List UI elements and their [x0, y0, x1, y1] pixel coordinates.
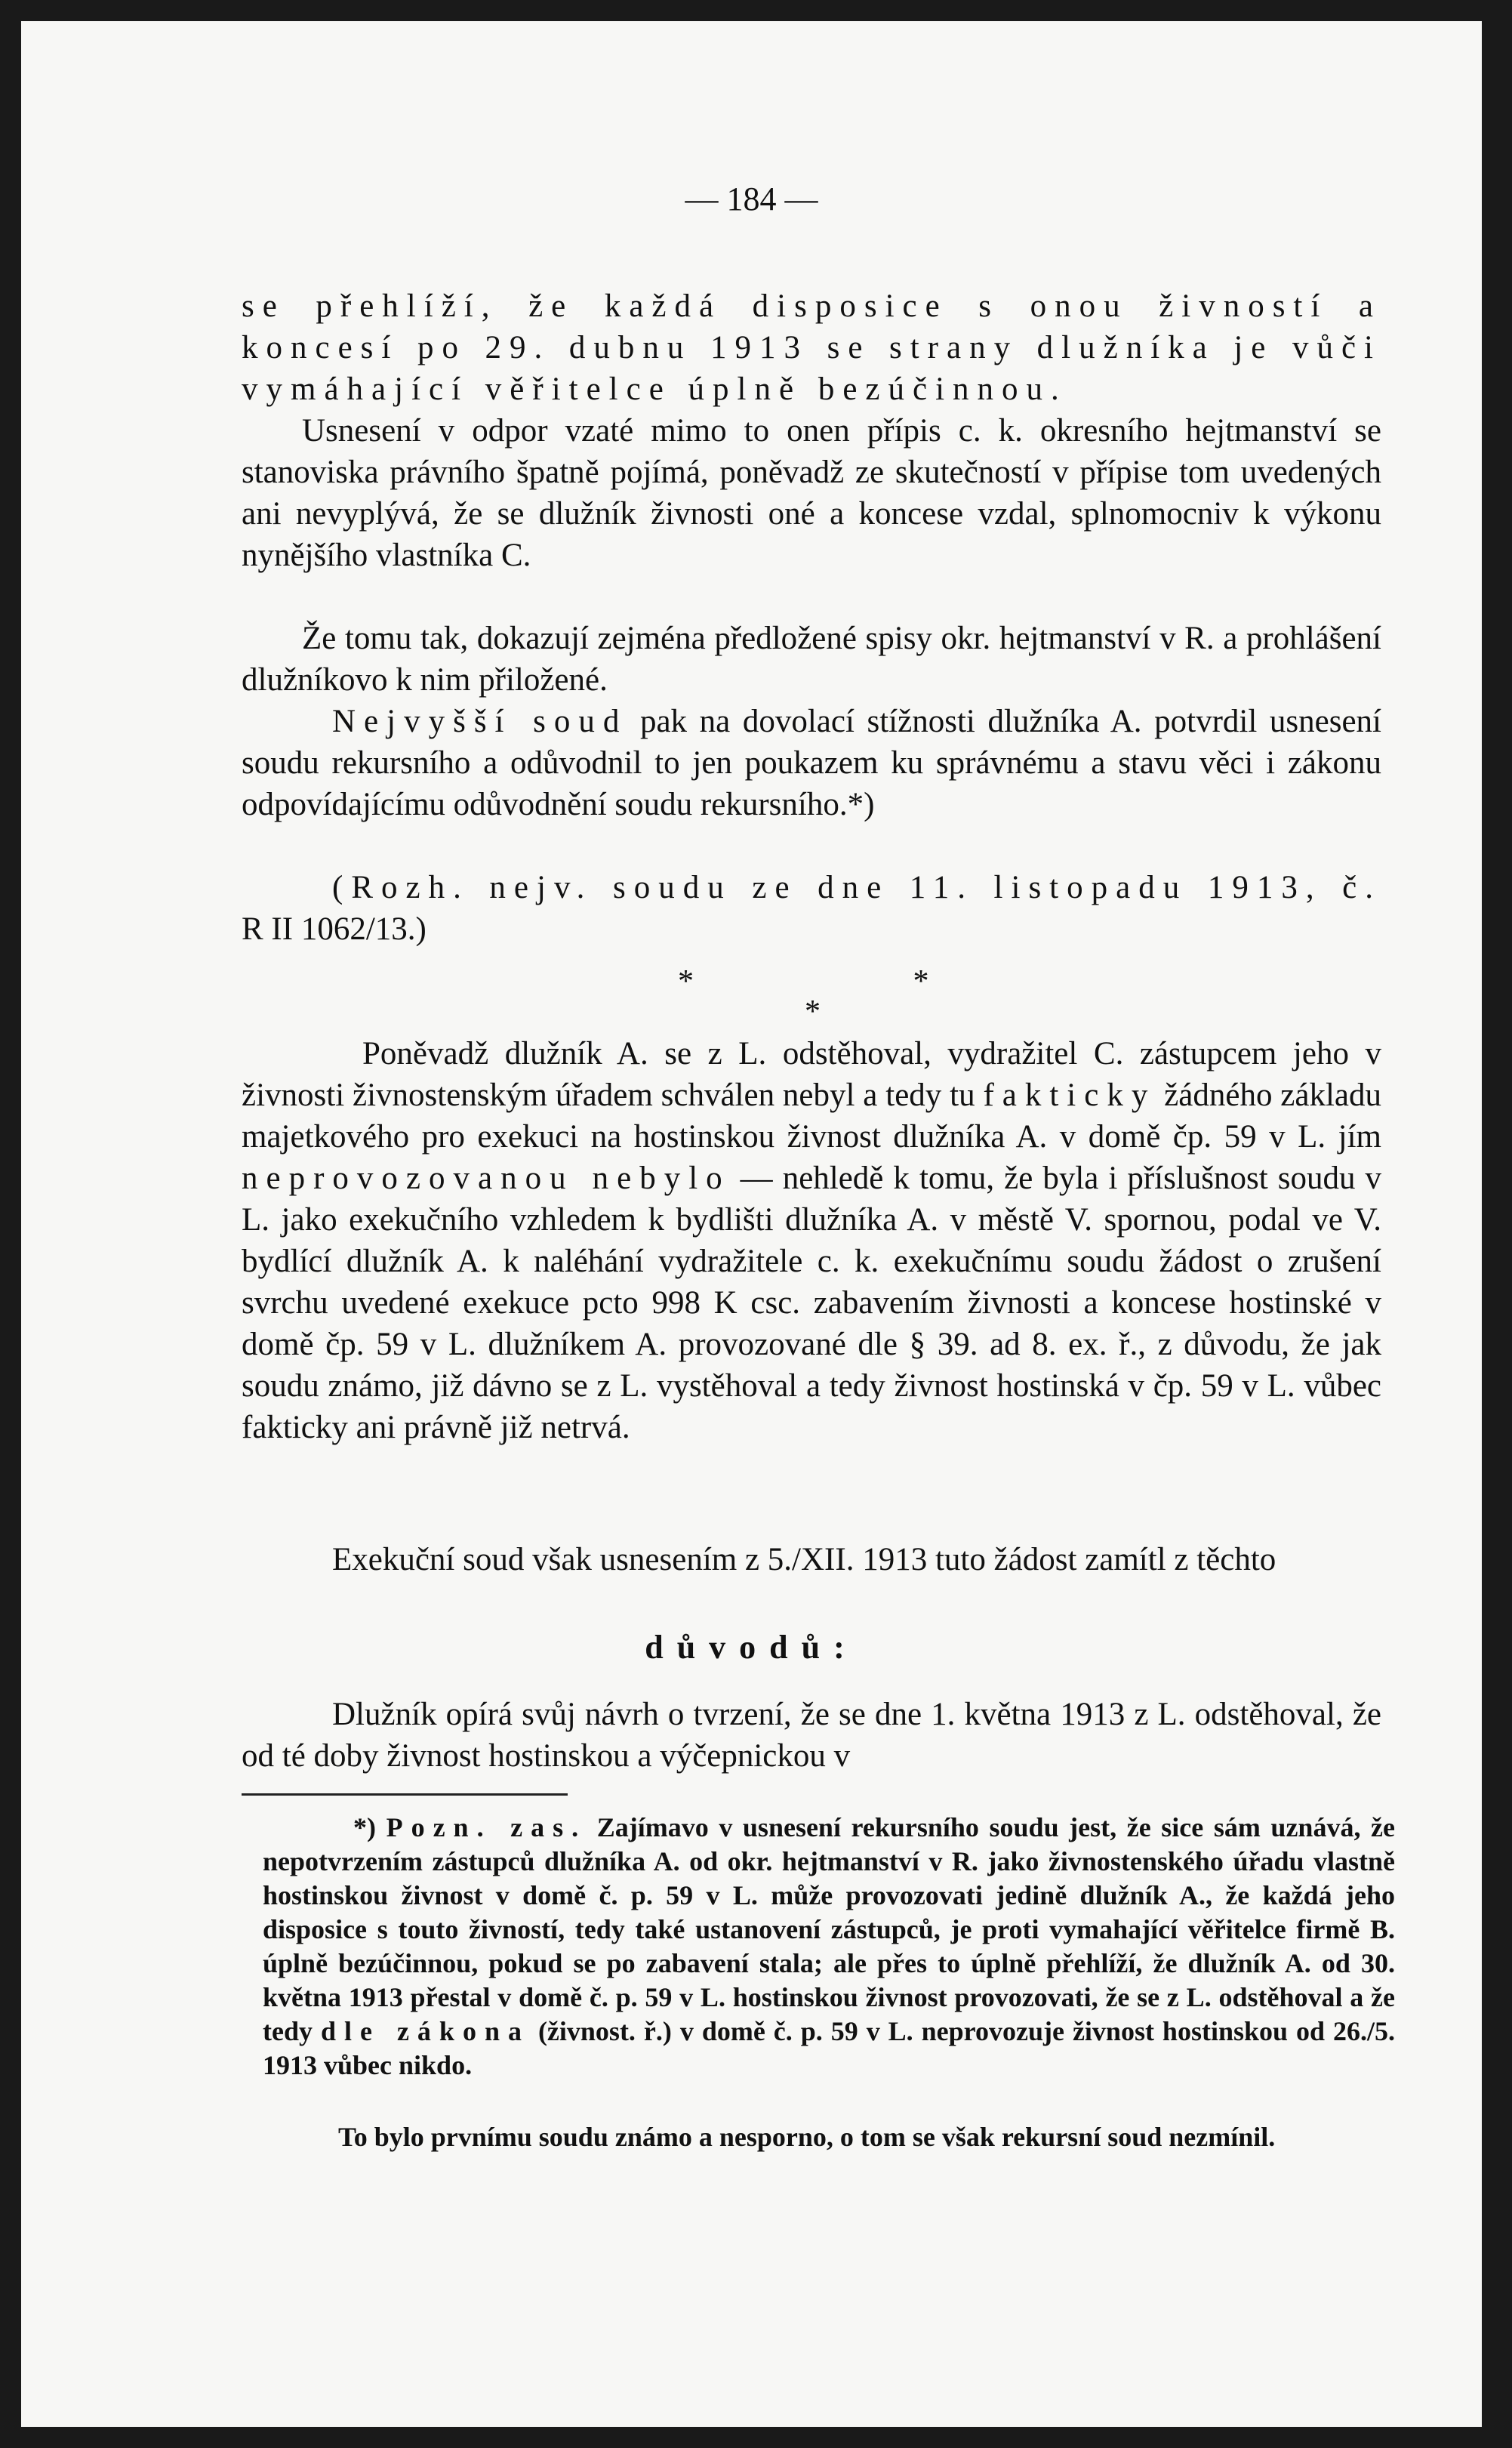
section-heading: důvodů: [645, 1629, 858, 1666]
document-page [21, 21, 1482, 2427]
footnote-2: To bylo prvnímu soudu známo a nesporno, o tom se však rekursní soud nezmínil. [338, 2122, 1276, 2152]
footnote-text-2: (živnost. ř.) v domě č. p. 59 v L. neprovozuje živnost hostinskou od 26./5. 1913 vůbec nikdo. [263, 2016, 1395, 2080]
separator-stars: * * [678, 964, 1035, 999]
citation [242, 867, 1381, 950]
footnote-spaced: dle zákona [320, 2016, 530, 2046]
paragraph-5-c: — nehledě k tomu, že byla i příslušnost soudu v L. jako exekučního vzhledem k bydlišti dlužníka A. v městě V. spornou, podal ve V. bydlící dlužník A. k naléhání vydražitele c. k. exekučnímu soudu žádost o zrušení svrchu uvedené exekuce pcto 998 K csc. zabavením živnosti a koncese hostinské v domě čp. 59 v L. dlužníkem A. provozované dle § 39. ad 8. ex. ř., z důvodu, že jak soudu známo, již dávno se z L. vystěhoval a tedy živnost hostinská v čp. 59 v L. vůbec fakticky ani právně již netrvá. [242, 1161, 1382, 1445]
paragraph-2: Usnesení v odpor vzaté mimo to onen přípis c. k. okresního hejtmanství se stanoviska právního špatně pojímá, poněvadž ze skutečností v přípise tom uvedených ani nevyplývá, že se dlužník živnosti oné a koncese vzdal, splnomocniv k výkonu nynějšího vlastníka C. [242, 413, 1381, 573]
footnote-text: Zajímavo v usnesení rekursního soudu jest, že sice sám uznává, že nepotvrzením zástupců dlužníka A. od okr. hejtmanství v R. jako živnostenského úřadu vlastně hostinskou živnost v domě č. p. 59 v L. může provozovati jedině dlužník A., že každá jeho disposice s touto živností, tedy také ustanovení zástupců, je proti vymahající věřitelce firmě B. úplně bezúčinnou, pokud se po zabavení stala; ale přes to úplně přehlíží, že dlužník A. od 30. května 1913 přestal v domě č. p. 59 v L. hostinskou živnost provozovati, že se z L. odstěhoval a že tedy [263, 1812, 1395, 2046]
citation-rest: R II 1062/13.) [242, 911, 427, 947]
separator-star-center: * [805, 994, 821, 1029]
paragraph-1 [242, 285, 1381, 410]
court-name: Nejvyšší soud [332, 704, 628, 739]
page-number: — 184 — [685, 180, 818, 217]
citation-spaced: (Rozh. nejv. soudu ze dne 11. listopadu 1913, č. [332, 870, 1381, 905]
paragraph-3: Že tomu tak, dokazují zejména předložené spisy okr. hejtmanství v R. a prohlášení dlužníkovo k nim přiložené. [242, 621, 1381, 698]
paragraph-5-b: žádného základu majetkového pro exekuci na hostinskou živnost dlužníka A. v domě čp. 59 v L. jím [242, 1078, 1381, 1155]
paragraph-5-spaced: fakticky [983, 1078, 1156, 1113]
paragraph-6: Exekuční soud však usnesením z 5./XII. 1913 tuto žádost zamítl z těchto [332, 1542, 1276, 1577]
footnote-mark: *) [353, 1812, 386, 1842]
paragraph-5-spaced-2: neprovozovanou nebylo [242, 1161, 731, 1196]
paragraph-4 [242, 701, 1381, 825]
paragraph-4-text: pak na dovolací stížnosti dlužníka A. potvrdil usnesení soudu rekursního a odůvodnil to jen poukazem ku správnému a stavu věci i zákonu odpovídajícímu odůvodnění soudu rekursního.*) [242, 704, 1381, 822]
paragraph-5 [242, 1033, 1381, 1448]
footnote-rule [242, 1793, 568, 1796]
footnote [263, 1811, 1395, 2083]
paragraph-7: Dlužník opírá svůj návrh o tvrzení, že se dne 1. května 1913 z L. odstěhoval, že od té doby živnost hostinskou a výčepnickou v [242, 1697, 1381, 1774]
paragraph-5-a: Poněvadž dlužník A. se z L. odstěhoval, vydražitel C. zástupcem jeho v živnosti živnostenským úřadem schválen nebyl a tedy tu [242, 1036, 1381, 1113]
footnote-label: Pozn. zas. [386, 1812, 587, 1842]
paragraph-1-text: se přehlíží, že každá disposice s onou živností a koncesí po 29. dubnu 1913 se strany dlužníka je vůči vymáhající věřitelce úplně bezúčinnou. [242, 288, 1381, 407]
